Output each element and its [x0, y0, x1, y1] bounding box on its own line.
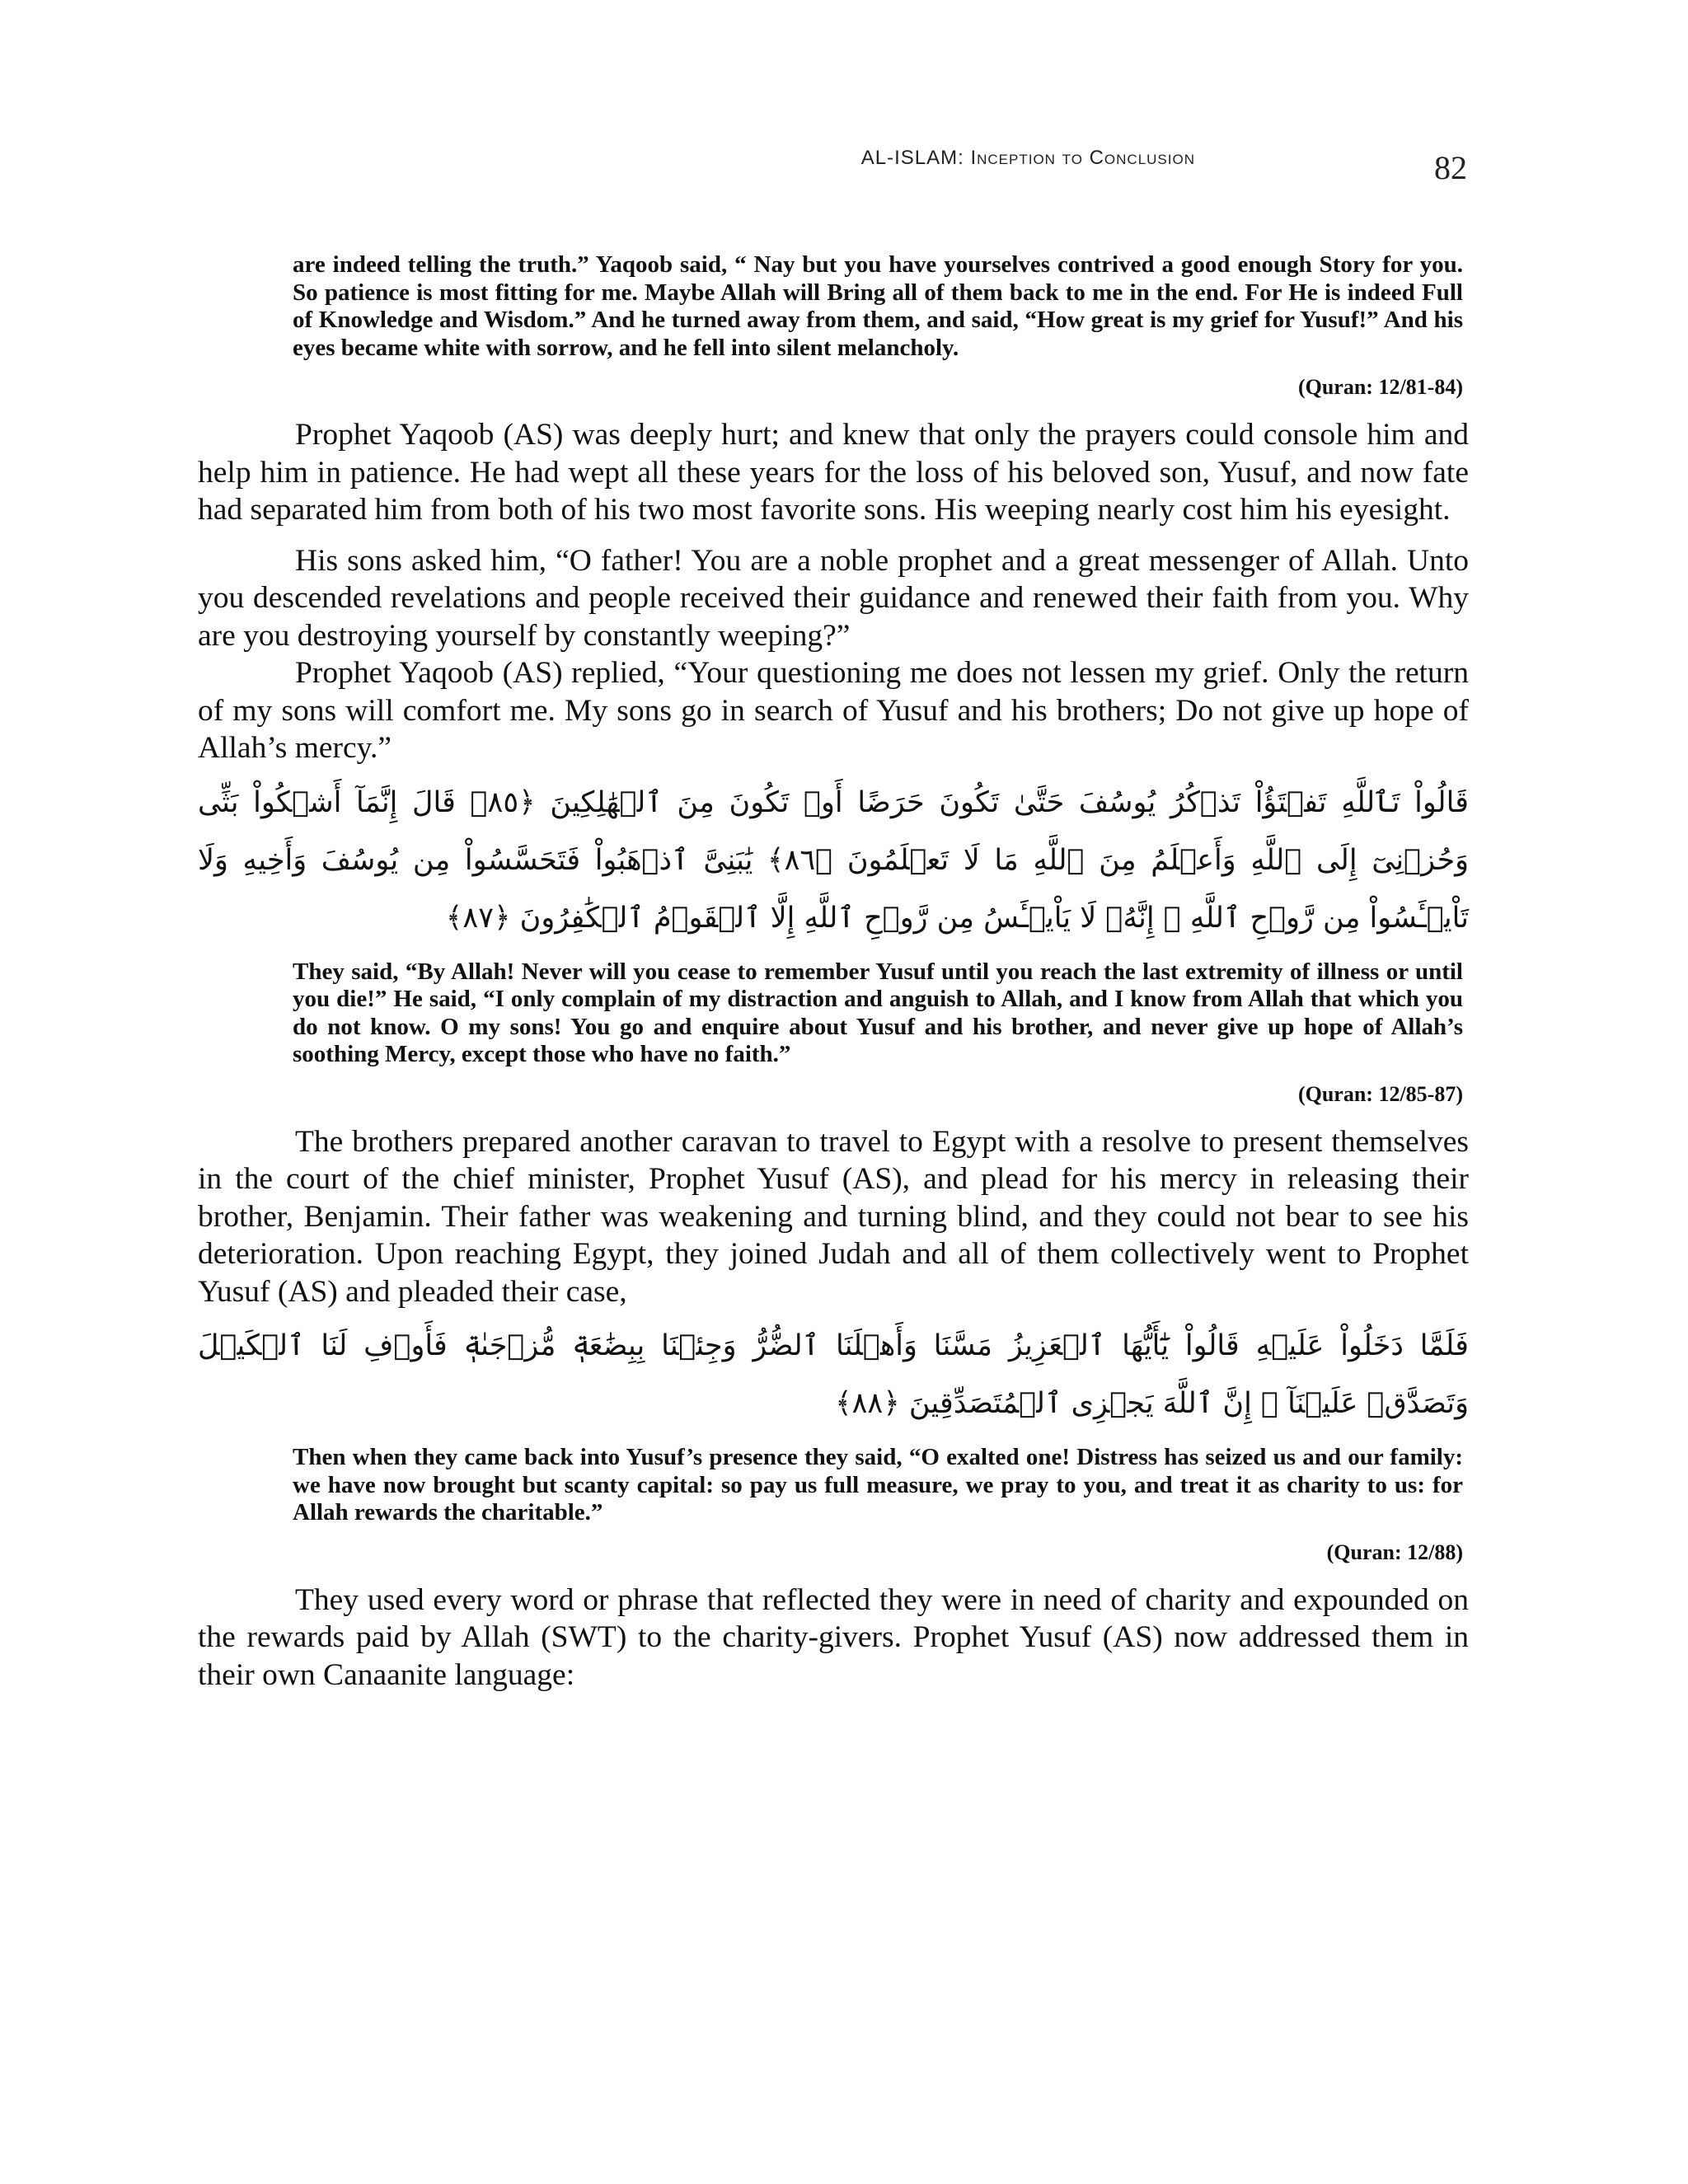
paragraph-5: They used every word or phrase that reflected they were in need of charity and expounded on the rewards paid by Allah (SWT) to the charity-givers. Prophet Yusuf (AS) now addressed them in their own Canaanite language: [198, 1582, 1469, 1692]
running-title: AL-ISLAM: Inception to Conclusion [860, 147, 1195, 169]
paragraph-2: His sons asked him, “O father! You are a noble prophet and a great messenger of Allah. Unto you descended revelations and people received their guidance and renewed their faith from you. Why are you destroying yourself by constantly weeping?” [198, 543, 1469, 653]
quran-reference-3: (Quran: 12/88) [1326, 1540, 1463, 1564]
arabic-verse-2: فَلَمَّا دَخَلُواْ عَلَيۡهِ قَالُواْ يَٰٓأَيُّهَا ٱلۡعَزِيزُ مَسَّنَا وَأَهۡلَنَا ٱلضُّرُّ وَجِئۡنَا بِبِضَٰعَةٖ مُّزۡجَىٰةٖ فَأَوۡفِ لَنَا ٱلۡكَيۡلَ وَتَصَدَّقۡ عَلَيۡنَآ ۖ إِنَّ ٱللَّهَ يَجۡزِى ٱلۡمُتَصَدِّقِينَ ﴿٨٨﴾ [198, 1329, 1469, 1420]
quran-reference-1: (Quran: 12/81-84) [1297, 375, 1463, 399]
page-number: 82 [1434, 149, 1467, 186]
paragraph-3: Prophet Yaqoob (AS) replied, “Your questioning me does not lessen my grief. Only the return of my sons will comfort me. My sons go in search of Yusuf and his brothers; Do not give up hope of Allah’s mercy.” [198, 656, 1469, 765]
quran-reference-2: (Quran: 12/85-87) [1297, 1081, 1463, 1106]
quote-translation-2: They said, “By Allah! Never will you cease to remember Yusuf until you reach the last extremity of illness or until you die!” He said, “I only complain of my distraction and anguish to Allah, and I know from Allah that which you do not know. O my sons! You go and enquire about Yusuf and his brother, and never give up hope of Allah’s soothing Mercy, except those who have no faith.” [293, 958, 1463, 1067]
page-content [198, 251, 1469, 1694]
quote-translation-1: are indeed telling the truth.” Yaqoob said, “ Nay but you have yourselves contrived a good enough Story for you. So patience is most fitting for me. Maybe Allah will Bring all of them back to me in the end. For He is indeed Full of Knowledge and Wisdom.” And he turned away from them, and said, “How great is my grief for Yusuf!” And his eyes became white with sorrow, and he fell into silent melancholy. [293, 251, 1463, 361]
arabic-verse-1: قَالُواْ تَٱللَّهِ تَفۡتَؤُاْ تَذۡكُرُ يُوسُفَ حَتَّىٰ تَكُونَ حَرَضًا أَوۡ تَكُونَ مِنَ ٱلۡهَٰلِكِينَ ﴿٨٥﴾ قَالَ إِنَّمَآ أَشۡكُواْ بَثِّى وَحُزۡنِىٓ إِلَى ٱللَّهِ وَأَعۡلَمُ مِنَ ٱللَّهِ مَا لَا تَعۡلَمُونَ ﴿٨٦﴾ يَٰبَنِىَّ ٱذۡهَبُواْ فَتَحَسَّسُواْ مِن يُوسُفَ وَأَخِيهِ وَلَا تَاْيۡـَٔسُواْ مِن رَّوۡحِ ٱللَّهِ ۖ إِنَّهُۥ لَا يَاْيۡـَٔسُ مِن رَّوۡحِ ٱللَّهِ إِلَّا ٱلۡقَوۡمُ ٱلۡكَٰفِرُونَ ﴿٨٧﴾ [198, 785, 1470, 935]
quote-translation-3: Then when they came back into Yusuf’s presence they said, “O exalted one! Distress has seized us and our family: we have now brought but scanty capital: so pay us full measure, we pray to you, and treat it as charity to us: for Allah rewards the charitable.” [293, 1444, 1463, 1526]
paragraph-4: The brothers prepared another caravan to travel to Egypt with a resolve to present themselves in the court of the chief minister, Prophet Yusuf (AS), and plead for his mercy in releasing their brother, Benjamin. Their father was weakening and turning blind, and they could not bear to see his deterioration. Upon reaching Egypt, they joined Judah and all of them collectively went to Prophet Yusuf (AS) and pleaded their case, [198, 1124, 1469, 1309]
paragraph-1: Prophet Yaqoob (AS) was deeply hurt; and knew that only the prayers could console him and help him in patience. He had wept all these years for the loss of his beloved son, Yusuf, and now fate had separated him from both of his two most favorite sons. His weeping nearly cost him his eyesight. [198, 418, 1469, 527]
